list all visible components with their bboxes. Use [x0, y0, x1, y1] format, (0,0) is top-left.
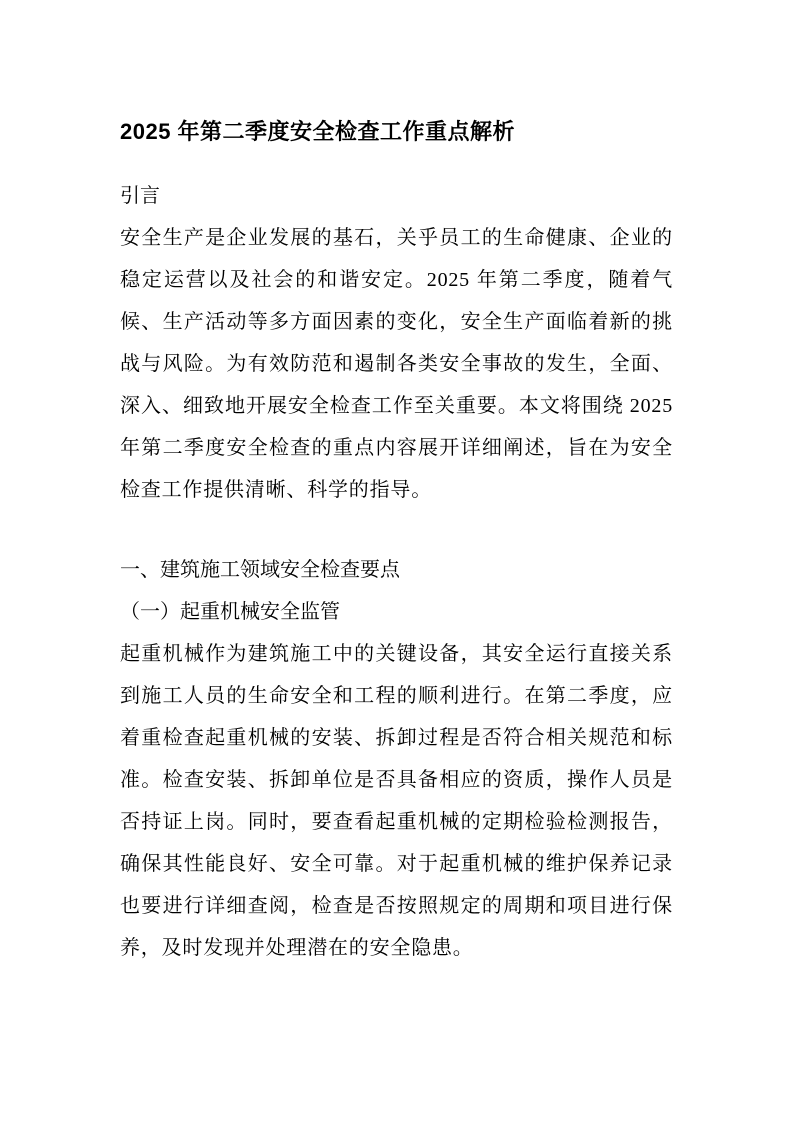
intro-heading: 引言	[120, 185, 160, 207]
section1-subsection1-heading: （一）起重机械安全监管	[120, 601, 340, 623]
section1-subsection1-paragraph: 起重机械作为建筑施工中的关键设备，其安全运行直接关系到施工人员的生命安全和工程的顺利进行。在第二季度，应着重检查起重机械的安装、拆卸过程是否符合相关规范和标准。检查安装、拆卸单位是否具备相应的资质，操作人员是否持证上岗。同时，要查看起重机械的定期检验检测报告，确保其性能良好、安全可靠。对于起重机械的维护保养记录也要进行详细查阅，检查是否按照规定的周期和项目进行保养，及时发现并处理潜在的安全隐患。	[120, 643, 673, 959]
document-content	[120, 116, 673, 969]
document-title: 2025 年第二季度安全检查工作重点解析	[120, 119, 516, 144]
intro-paragraph: 安全生产是企业发展的基石，关乎员工的生命健康、企业的稳定运营以及社会的和谐安定。2025 年第二季度，随着气候、生产活动等多方面因素的变化，安全生产面临着新的挑战与风险。为有效防范和遏制各类安全事故的发生，全面、深入、细致地开展安全检查工作至关重要。本文将围绕 2025 年第二季度安全检查的重点内容展开详细阐述，旨在为安全检查工作提供清晰、科学的指导。	[120, 227, 673, 501]
section1-heading: 一、建筑施工领域安全检查要点	[120, 559, 400, 581]
